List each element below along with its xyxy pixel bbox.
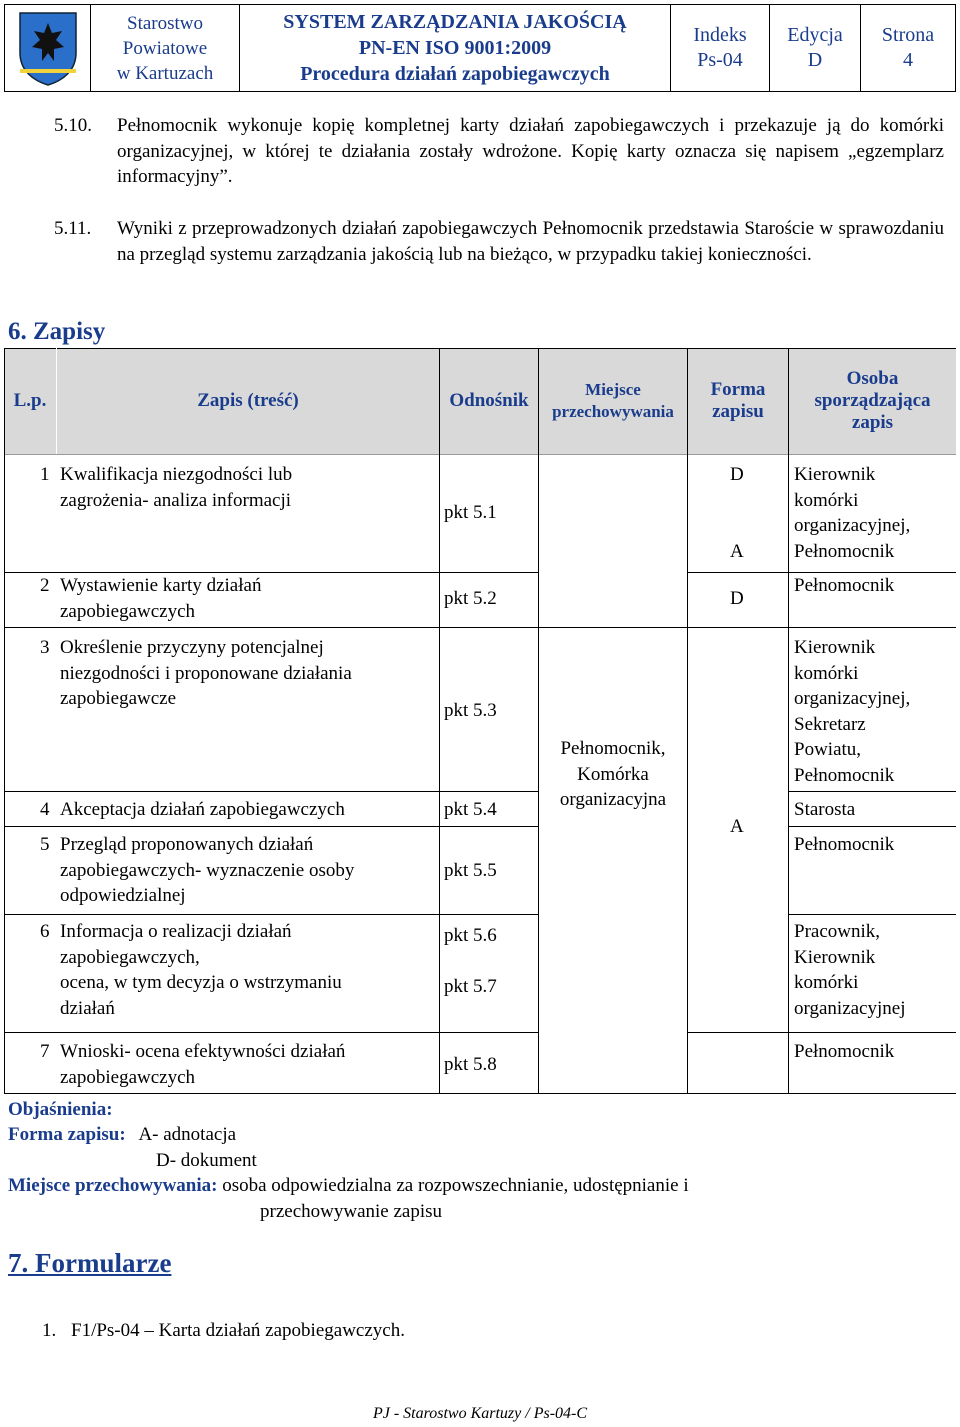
org-line-3: w Kartuzach (116, 62, 214, 84)
row-7-ref: pkt 5.8 (444, 1054, 497, 1075)
zapis-line: niezgodności i proponowane działania (60, 662, 352, 684)
row-4-ref: pkt 5.4 (444, 799, 497, 820)
form-number: 1. (42, 1320, 57, 1341)
page-footer: PJ - Starostwo Kartuzy / Ps-04-C (372, 1405, 588, 1422)
forma-label: Forma zapisu: (8, 1124, 126, 1145)
index-value: Ps-04 (697, 49, 743, 71)
th-osoba-line3: zapis (851, 412, 894, 433)
records-table (4, 348, 956, 1094)
th-miejsce-line1: Miejsce (585, 380, 641, 399)
th-miejsce-line2: przechowywania (552, 402, 674, 421)
osoba-line: komórki (794, 662, 859, 684)
row-3-osoba (794, 635, 910, 788)
grid-line (4, 348, 5, 1094)
zapis-line: zapobiegawcze (60, 688, 177, 709)
row-5-ref: pkt 5.5 (444, 860, 497, 881)
row-7-zapis (60, 1039, 345, 1090)
grid-line (4, 914, 539, 915)
row-6-lp: 6 (40, 921, 50, 942)
zapis-line: działań (60, 997, 115, 1019)
zapis-line: zapobiegawczych- wyznaczenie osoby (60, 859, 355, 881)
edition-label: Edycja (787, 24, 843, 46)
forma-a-text: A- adnotacja (138, 1124, 237, 1145)
zapis-line: Wnioski- ocena efektywności działań (60, 1041, 346, 1062)
page-cell (861, 5, 956, 92)
page-value: 4 (903, 49, 913, 71)
paragraph-text: Wyniki z przeprowadzonych działań zapobiegawczych Pełnomocnik przedstawia Staroście w sprawozdaniu na przegląd systemu zarządzania jakością lub na bieżąco, w przypadku takiej konieczności. (117, 218, 944, 265)
zapis-line: zapobiegawczych (60, 1066, 196, 1088)
coat-of-arms-logo (16, 9, 80, 87)
zapis-line: zagrożenia- analiza informacji (60, 489, 292, 511)
osoba-line: organizacyjnej, (794, 688, 911, 709)
th-zapis-text: Zapis (treść) (197, 390, 299, 411)
grid-line (4, 627, 956, 628)
grid-line (688, 1032, 956, 1033)
row-6-zapis (60, 919, 342, 1021)
grid-line (439, 348, 440, 1094)
grid-line (788, 348, 789, 1094)
organization-cell (91, 5, 240, 92)
osoba-line: organizacyjnej (794, 997, 906, 1019)
zapis-line: Kwalifikacja niezgodności lub (60, 464, 293, 485)
miejsce-merged (539, 736, 687, 813)
th-forma-line2: zapisu (712, 401, 764, 422)
zapis-line: Określenie przyczyny potencjalnej (60, 637, 324, 658)
grid-line (4, 1093, 956, 1094)
row-2-zapis (60, 573, 261, 624)
th-osoba (789, 348, 956, 454)
paragraph-text: Pełnomocnik wykonuje kopię kompletnej karty działań zapobiegawczych i przekazuje ją do komórki organizacyjnej, w której te działania zostały wdrożone. Kopię karty oznacza się napisem „egzemplarz informacyjny”. (117, 115, 944, 187)
explanations-label: Objaśnienia: (8, 1099, 113, 1120)
row-6-ref-1: pkt 5.6 (444, 925, 497, 946)
row-5-lp: 5 (40, 834, 50, 855)
osoba-line: Powiatu, (794, 739, 862, 760)
miejsce-explanation (8, 1173, 689, 1199)
form-text: F1/Ps-04 – Karta działań zapobiegawczych. (71, 1320, 405, 1341)
org-line-2: Powiatowe (122, 37, 208, 59)
zapis-line: odpowiedzialnej (60, 885, 186, 906)
index-cell (671, 5, 770, 92)
zapis-line: zapobiegawczych (60, 600, 196, 622)
index-label: Indeks (693, 24, 747, 46)
osoba-line: Pełnomocnik (794, 764, 895, 786)
grid-line (4, 454, 956, 455)
grid-line (789, 791, 956, 792)
system-title: SYSTEM ZARZĄDZANIA JAKOŚCIĄ (283, 11, 627, 33)
osoba-line: Pracownik, (794, 921, 881, 942)
row-1-forma-a: A (730, 541, 744, 562)
row-1-ref: pkt 5.1 (444, 502, 497, 523)
th-zapis (57, 348, 439, 454)
zapis-line: zapobiegawczych, (60, 946, 200, 968)
osoba-line: Kierownik (794, 637, 876, 658)
row-6-osoba (794, 919, 906, 1021)
page-label: Strona (881, 24, 935, 46)
row-4-zapis: Akceptacja działań zapobiegawczych (60, 799, 345, 820)
th-lp (4, 348, 56, 454)
grid-line (538, 348, 539, 1094)
paragraph-5-10 (54, 113, 944, 190)
paragraph-5-11 (54, 216, 944, 267)
osoba-line: organizacyjnej, (794, 515, 911, 536)
th-osoba-line2: sporządzająca (814, 390, 931, 411)
system-standard: PN-EN ISO 9001:2009 (358, 37, 552, 59)
paragraph-number: 5.10. (54, 115, 92, 136)
row-7-osoba: Pełnomocnik (794, 1041, 895, 1062)
logo-cell (5, 5, 91, 92)
forma-merged: A (730, 816, 744, 837)
row-6-ref-2: pkt 5.7 (444, 976, 497, 997)
osoba-line: Kierownik (794, 464, 876, 485)
section-6-heading: 6. Zapisy (8, 318, 106, 345)
grid-line (4, 1032, 539, 1033)
document-header (4, 4, 956, 92)
row-2-ref: pkt 5.2 (444, 588, 497, 609)
row-1-osoba (794, 462, 910, 564)
grid-line (4, 791, 539, 792)
miejsce-label: Miejsce przechowywania: (8, 1175, 218, 1196)
zapis-line: Informacja o realizacji działań (60, 921, 292, 942)
th-odnosnik (440, 348, 538, 454)
osoba-line: Pełnomocnik (794, 540, 895, 562)
osoba-line: Sekretarz (794, 713, 866, 735)
miejsce-text-1: osoba odpowiedzialna za rozpowszechnianie, udostępnianie i (222, 1175, 689, 1196)
row-7-lp: 7 (40, 1041, 50, 1062)
th-forma (688, 348, 788, 454)
th-osoba-line1: Osoba (846, 368, 899, 389)
osoba-line: Kierownik (794, 946, 876, 968)
miejsce-line: organizacyjna (559, 789, 667, 810)
grid-line (4, 348, 956, 349)
row-5-osoba: Pełnomocnik (794, 834, 895, 855)
zapis-line: ocena, w tym decyzja o wstrzymaniu (60, 972, 342, 993)
form-item-1 (42, 1318, 405, 1344)
section-7-heading: 7. Formularze (8, 1248, 172, 1278)
row-1-lp: 1 (40, 464, 50, 485)
th-forma-line1: Forma (710, 379, 766, 400)
system-cell (240, 5, 671, 92)
grid-line (687, 348, 688, 1094)
row-3-lp: 3 (40, 637, 50, 658)
row-2-forma: D (730, 588, 744, 609)
paragraph-number: 5.11. (54, 218, 92, 239)
grid-line (789, 914, 956, 915)
edition-cell (770, 5, 861, 92)
miejsce-line: Pełnomocnik, (560, 738, 666, 759)
row-4-osoba: Starosta (794, 799, 856, 820)
forma-explanation (8, 1122, 236, 1148)
row-5-zapis (60, 832, 354, 909)
row-1-forma-d: D (730, 464, 744, 485)
miejsce-text-2: przechowywanie zapisu (260, 1201, 443, 1222)
grid-line (56, 348, 57, 454)
zapis-line: Wystawienie karty działań (60, 575, 262, 596)
row-4-lp: 4 (40, 799, 50, 820)
org-line-1: Starostwo (127, 12, 203, 34)
grid-line (4, 826, 539, 827)
zapis-line: Przegląd proponowanych działań (60, 834, 314, 855)
row-3-zapis (60, 635, 352, 712)
forma-d-text: D- dokument (156, 1150, 257, 1171)
row-2-lp: 2 (40, 575, 50, 596)
explanations-title (8, 1097, 113, 1123)
edition-value: D (807, 49, 823, 71)
miejsce-line: Komórka (577, 763, 649, 785)
osoba-line: komórki (794, 972, 859, 993)
row-1-zapis (60, 462, 292, 513)
procedure-title: Procedura działań zapobiegawczych (300, 63, 610, 85)
th-odnosnik-text: Odnośnik (449, 390, 529, 411)
row-2-osoba: Pełnomocnik (794, 575, 895, 596)
th-lp-text: L.p. (13, 390, 47, 411)
th-miejsce (539, 348, 687, 454)
row-3-ref: pkt 5.3 (444, 700, 497, 721)
grid-line (789, 826, 956, 827)
osoba-line: komórki (794, 489, 859, 511)
